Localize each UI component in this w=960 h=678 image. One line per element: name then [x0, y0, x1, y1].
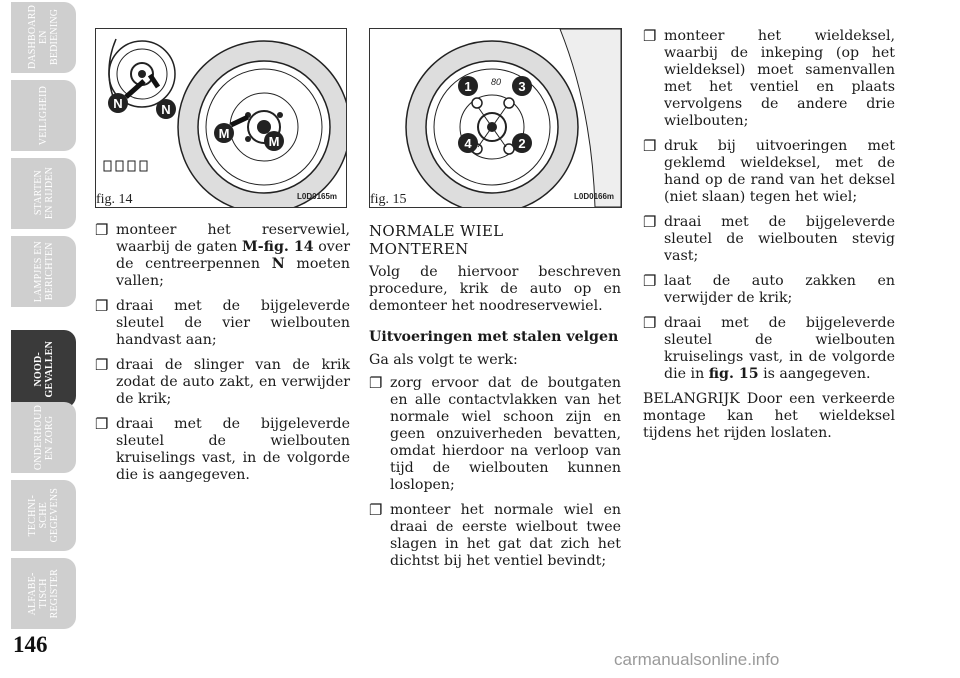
label-text: 2 [518, 136, 526, 151]
page-number: 146 [13, 632, 48, 657]
checkbox-icon: ❐ [95, 297, 109, 315]
figure-15 [369, 28, 622, 208]
step-1-label [458, 76, 478, 96]
checkbox-icon: ❐ [643, 272, 657, 290]
tab-noodgevallen[interactable] [11, 330, 76, 408]
list-item: ❐ draai met de bijgeleverde sleutel de wielbouten stevig vast; [643, 213, 895, 264]
figure-14-code: L0D0165m [297, 192, 338, 201]
tab-label: DASHBOARD EN BEDIENING [27, 5, 60, 70]
column-3 [643, 28, 895, 456]
watermark: carmanualsonline.info [614, 650, 780, 669]
tab-technische-gegevens[interactable] [11, 480, 76, 551]
intro-paragraph: Volg de hiervoor beschreven procedure, krik de auto op en demonteer het noodreservewiel. [369, 264, 621, 314]
tab-label: NOOD- GEVALLEN [32, 340, 55, 398]
warning-note: BELANGRIJK Door een verkeerde montage kan het wieldeksel tijdens het rijden loslaten. [643, 391, 895, 441]
checkbox-icon: ❐ [369, 374, 383, 392]
wheel-cover-illustration [370, 29, 621, 207]
label-text: N [161, 102, 171, 117]
section-tabs [11, 0, 76, 650]
step-2-label [512, 133, 532, 153]
tab-lampjes[interactable] [11, 236, 76, 307]
checkbox-icon: ❐ [643, 137, 657, 155]
label-text: M [268, 134, 280, 149]
checkbox-icon: ❐ [95, 221, 109, 239]
figure-15-caption: fig. 15 [370, 192, 407, 207]
tab-label: TECHNI- SCHE GEGEVENS [27, 488, 60, 543]
label-n-right [156, 99, 176, 119]
subheading: Uitvoeringen met stalen velgen [369, 329, 619, 345]
label-text: 3 [518, 79, 526, 94]
tab-label: ALFABE- TISCH REGISTER [27, 568, 60, 619]
list-item: ❐ draai de slinger van de krik zodat de auto zakt, en verwijder de krik; [95, 356, 350, 407]
list-item: ❐ monteer het normale wiel en draai de eerste wielbout twee slagen in het gat dat zich het dichtst bij het ventiel bevindt; [369, 501, 621, 569]
lead-text: Ga als volgt te werk: [369, 352, 518, 368]
label-m-right [264, 131, 284, 151]
column-1 [95, 222, 350, 492]
tab-label: LAMPJES EN BERICHTEN [32, 240, 55, 303]
wheel-hub-illustration [96, 29, 346, 207]
list-item: ❐ laat de auto zakken en verwijder de krik; [643, 272, 895, 306]
list-item: ❐ druk bij uitvoeringen met geklemd wieldeksel, met de hand op de rand van het deksel (niet slaan) tegen het wiel; [643, 137, 895, 205]
tab-label: VEILIGHEID [38, 85, 49, 146]
step-4-label [458, 133, 478, 153]
tab-dashboard[interactable] [11, 2, 76, 73]
list-item: ❐ monteer het reservewiel, waarbij de gaten M-fig. 14 over de centreerpennen N moeten vallen; [95, 221, 350, 289]
figure-14-caption: fig. 14 [96, 192, 133, 207]
label-text: N [113, 96, 123, 111]
checkbox-icon: ❐ [95, 356, 109, 374]
checkbox-icon: ❐ [643, 213, 657, 231]
label-m-left [214, 123, 234, 143]
list-item: ❐ draai met de bijgeleverde sleutel de vier wielbouten handvast aan; [95, 297, 350, 348]
list-item: ❐ monteer het wieldeksel, waarbij de inkeping (op het wieldeksel) moet samenvallen met het ventiel en plaats vervolgens de andere drie wielbouten; [643, 27, 895, 129]
list-item: ❐ zorg ervoor dat de boutgaten en alle contactvlakken van het normale wiel schoon zijn en geen onzuiverheden bevatten, omdat hierdoor na verloop van tijd de wielbouten kunnen loslopen; [369, 374, 621, 493]
speed-marking: 80 [490, 77, 502, 87]
column-2 [369, 222, 621, 578]
tab-label: STARTEN EN RIJDEN [32, 167, 55, 220]
section-heading: NORMALE WIEL MONTEREN [369, 222, 504, 258]
checkbox-icon: ❐ [643, 314, 657, 332]
checkbox-icon: ❐ [369, 501, 383, 519]
tab-onderhoud[interactable] [11, 402, 76, 473]
label-text: 4 [464, 136, 472, 151]
label-text: M [218, 126, 230, 141]
tab-label: ONDERHOUD EN ZORG [32, 404, 55, 471]
tab-register[interactable] [11, 558, 76, 629]
tab-starten[interactable] [11, 158, 76, 229]
list-item: ❐ draai met de bijgeleverde sleutel de wielbouten kruiselings vast, in de volgorde die is aangegeven. [95, 415, 350, 483]
tab-veiligheid[interactable] [11, 80, 76, 151]
figure-14 [95, 28, 347, 208]
label-text: 1 [464, 79, 472, 94]
label-n-left [108, 93, 128, 113]
checkbox-icon: ❐ [95, 415, 109, 433]
list-item: ❐ draai met de bijgeleverde sleutel de wielbouten kruiselings vast, in de volgorde die in fig. 15 is aangegeven. [643, 314, 895, 382]
checkbox-icon: ❐ [643, 27, 657, 45]
step-3-label [512, 76, 532, 96]
figure-15-code: L0D0166m [574, 192, 615, 201]
